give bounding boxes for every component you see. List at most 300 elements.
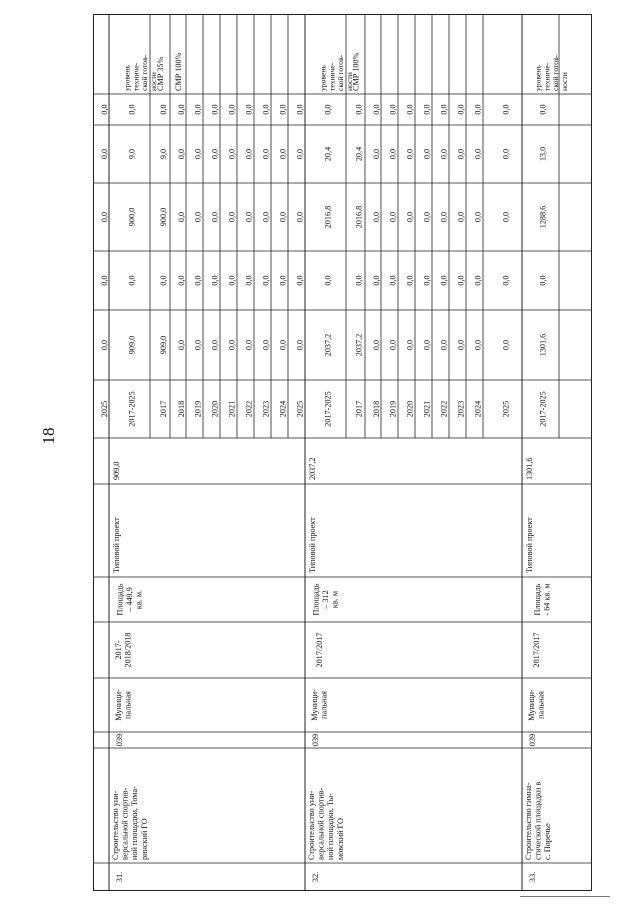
year-cell <box>278 275 287 285</box>
year-cell-text <box>295 149 304 159</box>
project-number <box>311 872 320 882</box>
text-line: 0,0 <box>158 275 168 286</box>
total-cell <box>127 208 136 226</box>
year-cell <box>244 149 253 159</box>
year-cell <box>405 212 414 222</box>
text-line: 2025 <box>501 400 511 418</box>
year-cell-text <box>422 401 431 417</box>
text-line: 0,0 <box>244 339 254 351</box>
year-cell-text <box>456 104 465 114</box>
text-line: 2025 <box>295 400 305 418</box>
year-cell <box>473 275 482 285</box>
text-line: 2037,2 <box>323 333 333 357</box>
text-line: 0,0 <box>210 275 220 286</box>
year-cell-text <box>210 104 219 114</box>
text-line: 0,0 <box>354 104 364 115</box>
year-cell-text <box>405 104 414 114</box>
smr-label <box>156 56 165 91</box>
year-cell-text <box>439 212 448 222</box>
total-cell <box>323 391 332 426</box>
year-cell-text <box>473 149 482 159</box>
top-cell-5-text <box>100 104 109 114</box>
year-cell-text <box>159 104 168 114</box>
year-cell-text <box>244 149 253 159</box>
year-cell <box>278 340 287 350</box>
year-cell <box>473 104 482 114</box>
top-cell-2-text <box>100 275 109 285</box>
year-cell <box>159 275 168 285</box>
year-cell <box>456 104 465 114</box>
text-line: 0,0 <box>422 211 432 223</box>
text-line: 0,0 <box>261 148 271 160</box>
top-cell-4-text <box>100 149 109 159</box>
total-cell <box>127 275 136 285</box>
text-line: 0,0 <box>244 104 254 115</box>
text-line: 2017/2017 <box>314 632 324 668</box>
text-line: 0,0 <box>405 104 415 115</box>
year-cell-text <box>456 149 465 159</box>
year-cell <box>227 104 236 114</box>
total-cell-text <box>538 206 547 229</box>
text-line: 0,0 <box>388 148 398 160</box>
year-cell-text <box>372 104 381 114</box>
text-line: 0,0 <box>99 275 109 286</box>
text-line: 0,0 <box>210 148 220 160</box>
text-line: СМР 35% <box>156 56 165 91</box>
text-line: 9,0 <box>158 148 168 160</box>
year-cell <box>501 275 510 285</box>
year-cell-text <box>278 149 287 159</box>
text-line: кв. м. <box>134 589 144 610</box>
text-line: 909,0 <box>112 461 121 480</box>
year-cell <box>261 401 270 417</box>
text-line: 0,0 <box>371 104 381 115</box>
year-cell-text <box>388 104 397 114</box>
year-cell-text <box>501 104 510 114</box>
smr-label-text <box>156 56 165 91</box>
text-line: 2017 <box>354 400 364 418</box>
year-cell <box>244 104 253 114</box>
text-line: 0,0 <box>176 339 186 351</box>
smr-label-text <box>174 52 183 91</box>
text-line: Муници- <box>114 689 124 721</box>
text-line: 909,0 <box>158 335 168 355</box>
year-cell-text <box>388 275 397 285</box>
year-cell <box>372 340 381 350</box>
capacity-text <box>533 583 551 615</box>
year-cell-text <box>261 104 270 114</box>
ownership <box>310 689 328 721</box>
text-line: Типовой проект <box>525 517 534 573</box>
table-border <box>94 15 592 891</box>
top-cell-1 <box>100 340 109 350</box>
text-line: 909,0 <box>127 335 137 355</box>
year-cell <box>278 401 287 417</box>
text-line: 2017 <box>158 400 168 418</box>
year-cell-text <box>473 212 482 222</box>
text-line: 0,0 <box>439 148 449 160</box>
text-line: 0,0 <box>295 339 305 351</box>
text-line: Муници- <box>527 689 537 721</box>
text-line: 900,0 <box>158 207 168 227</box>
year-cell-text <box>261 275 270 285</box>
text-line: 0,0 <box>422 339 432 351</box>
text-line: 0,0 <box>501 275 511 286</box>
year-cell-text <box>501 212 510 222</box>
text-line: 2024 <box>473 400 483 418</box>
year-cell-text <box>193 212 202 222</box>
text-line: 0,0 <box>261 339 271 351</box>
year-cell <box>372 104 381 114</box>
total-cell <box>323 147 332 161</box>
year-cell-text <box>372 275 381 285</box>
year-cell <box>227 275 236 285</box>
year-cell-text <box>159 149 168 159</box>
rotated-table <box>93 14 592 891</box>
budget-code <box>115 734 124 746</box>
year-cell <box>193 401 202 417</box>
year-cell <box>261 275 270 285</box>
budget-code-text <box>115 734 124 746</box>
year-cell-text <box>456 401 465 417</box>
text-line: ской готов- <box>336 54 346 91</box>
year-cell-text <box>295 275 304 285</box>
year-cell <box>159 104 168 114</box>
text-line: ной площадки, Тома- <box>130 786 140 860</box>
text-line: 0,0 <box>99 148 109 160</box>
year-cell <box>405 340 414 350</box>
text-line: 0,0 <box>193 211 203 223</box>
text-line: 0,0 <box>501 104 511 115</box>
year-cell <box>439 104 448 114</box>
year-cell-text <box>439 104 448 114</box>
year-cell <box>261 212 270 222</box>
year-cell-text <box>354 104 363 114</box>
text-line: 0,0 <box>405 148 415 160</box>
period-text <box>114 632 132 667</box>
year-cell <box>177 149 186 159</box>
year-cell <box>210 340 219 350</box>
budget-code-text <box>528 734 537 746</box>
text-line: 0,0 <box>538 104 548 115</box>
year-cell-text <box>261 401 270 417</box>
year-cell-text <box>422 104 431 114</box>
top-cell-5 <box>100 104 109 114</box>
year-cell <box>244 340 253 350</box>
text-line: 0,0 <box>538 275 548 286</box>
text-line: Типовой проект <box>112 517 121 573</box>
year-cell <box>193 340 202 350</box>
year-cell-text <box>372 340 381 350</box>
capacity <box>533 583 551 615</box>
budget-code-text <box>311 734 320 746</box>
total-cell <box>323 104 332 114</box>
readiness-label-text <box>123 54 158 91</box>
year-cell <box>388 212 397 222</box>
year-cell-text <box>177 275 186 285</box>
year-cell <box>422 149 431 159</box>
year-cell-text <box>473 340 482 350</box>
text-line: 0,0 <box>176 148 186 160</box>
project-name <box>524 782 552 860</box>
total-cell-text <box>127 104 136 114</box>
text-line: ности <box>559 72 569 91</box>
text-line: 0,0 <box>227 148 237 160</box>
year-cell <box>456 149 465 159</box>
text-line: 0,0 <box>422 104 432 115</box>
text-line: 0,0 <box>227 104 237 115</box>
total-cell <box>127 149 136 159</box>
year-cell <box>422 275 431 285</box>
year-cell-text <box>177 340 186 350</box>
year-cell <box>422 401 431 417</box>
capacity <box>115 583 143 615</box>
text-line: 0,0 <box>278 339 288 351</box>
year-cell-text <box>295 104 304 114</box>
year-cell <box>439 212 448 222</box>
text-line: 2021 <box>227 400 237 418</box>
total-cell <box>538 391 547 426</box>
year-cell <box>278 149 287 159</box>
text-line: ной площадки, Ты- <box>326 793 336 860</box>
project-name-text <box>524 782 552 860</box>
readiness-label-text <box>319 54 354 91</box>
smr-label <box>174 52 183 91</box>
text-line: 0,0 <box>227 339 237 351</box>
year-cell <box>372 212 381 222</box>
text-line: 2024 <box>278 400 288 418</box>
top-cell-0-text <box>100 401 109 417</box>
design-docs <box>112 517 121 573</box>
year-cell <box>473 401 482 417</box>
year-cell-text <box>473 104 482 114</box>
year-cell-text <box>193 149 202 159</box>
year-cell <box>354 275 363 285</box>
text-line: 0,0 <box>371 339 381 351</box>
year-cell-text <box>261 212 270 222</box>
year-cell-text <box>227 340 236 350</box>
text-line: 2019 <box>388 400 398 418</box>
text-line: 0,0 <box>456 339 466 351</box>
year-cell <box>405 104 414 114</box>
text-line: 0,0 <box>261 211 271 223</box>
year-cell-text <box>177 149 186 159</box>
year-cell <box>227 401 236 417</box>
text-line: 0,0 <box>501 148 511 160</box>
text-line: 0,0 <box>210 339 220 351</box>
ownership <box>114 689 132 721</box>
year-cell <box>177 212 186 222</box>
year-cell <box>405 149 414 159</box>
text-line: 1301,6 <box>525 457 534 480</box>
year-cell <box>456 212 465 222</box>
total-cell-text <box>323 206 332 229</box>
text-line: 32. <box>310 871 320 883</box>
text-line: 2025 <box>99 400 109 418</box>
text-line: 0,0 <box>158 104 168 115</box>
total-cell <box>127 336 136 354</box>
text-line: 2017-2025 <box>323 391 333 427</box>
text-line: 0,0 <box>295 104 305 115</box>
year-cell <box>159 401 168 417</box>
ownership <box>527 689 545 721</box>
year-cell-text <box>439 340 448 350</box>
total-cell-text <box>127 149 136 159</box>
text-line: 039 <box>310 733 320 747</box>
project-name <box>307 787 345 860</box>
text-line: 0,0 <box>456 211 466 223</box>
text-line: Муници- <box>310 689 320 721</box>
year-cell <box>193 212 202 222</box>
year-cell-text <box>405 340 414 350</box>
text-line: 0,0 <box>456 275 466 286</box>
year-cell-text <box>193 401 202 417</box>
ownership-text <box>310 689 328 721</box>
text-line: 0,0 <box>99 339 109 351</box>
text-line: 0,0 <box>295 275 305 286</box>
estimated-cost <box>112 462 121 480</box>
estimated-cost-text <box>308 457 317 480</box>
total-cell <box>538 275 547 285</box>
text-line: уровень <box>122 65 132 91</box>
year-cell-text <box>244 275 253 285</box>
text-line: 2023 <box>261 400 271 418</box>
text-line: техниче- <box>131 62 141 91</box>
text-line: 2023 <box>456 400 466 418</box>
text-line: 0,0 <box>501 339 511 351</box>
text-line: ской готов- <box>551 54 561 91</box>
top-cell-1-text <box>100 340 109 350</box>
text-line: 0,0 <box>456 104 466 115</box>
year-cell-text <box>193 275 202 285</box>
year-cell <box>456 340 465 350</box>
period-text <box>532 632 541 667</box>
text-line: 0,0 <box>388 339 398 351</box>
estimated-cost <box>525 457 534 480</box>
period <box>315 632 324 667</box>
top-cell-3-text <box>100 212 109 222</box>
total-cell <box>127 391 136 426</box>
year-cell-text <box>501 340 510 350</box>
total-cell-text <box>538 334 547 357</box>
total-cell-text <box>323 391 332 426</box>
ownership-text <box>114 689 132 721</box>
year-cell-text <box>456 212 465 222</box>
year-cell-text <box>354 206 363 229</box>
year-cell-text <box>422 275 431 285</box>
year-cell-text <box>439 275 448 285</box>
text-line: 0,0 <box>261 275 271 286</box>
year-cell-text <box>227 212 236 222</box>
year-cell-text <box>354 334 363 357</box>
year-cell-text <box>473 401 482 417</box>
design-docs-text <box>525 517 534 573</box>
text-line: 0,0 <box>295 148 305 160</box>
total-cell-text <box>538 391 547 426</box>
total-cell-text <box>127 275 136 285</box>
text-line: версальной спортив- <box>316 787 326 860</box>
text-line: 0,0 <box>278 104 288 115</box>
text-line: 33. <box>527 871 537 883</box>
text-line: 0,0 <box>439 275 449 286</box>
text-line: 039 <box>527 733 537 747</box>
year-cell-text <box>388 212 397 222</box>
readiness-label <box>319 54 354 91</box>
year-cell <box>422 104 431 114</box>
year-cell <box>354 206 363 229</box>
total-cell-text <box>538 104 547 114</box>
text-line: 900,0 <box>127 207 137 227</box>
year-cell-text <box>244 212 253 222</box>
text-line: 0,0 <box>176 275 186 286</box>
text-line: Типовой проект <box>308 517 317 573</box>
year-cell-text <box>501 275 510 285</box>
year-cell-text <box>159 401 168 417</box>
capacity-text <box>311 583 339 615</box>
year-cell <box>210 212 219 222</box>
text-line: 0,0 <box>473 148 483 160</box>
text-line: 0,0 <box>278 211 288 223</box>
capacity <box>311 583 339 615</box>
text-line: ности <box>148 72 158 91</box>
year-cell <box>372 149 381 159</box>
text-line: 0,0 <box>261 104 271 115</box>
year-cell <box>278 212 287 222</box>
text-line: 2017-2025 <box>538 391 548 427</box>
budget-code <box>311 734 320 746</box>
year-cell <box>261 104 270 114</box>
text-line: 2019 <box>193 400 203 418</box>
year-cell-text <box>244 401 253 417</box>
year-cell <box>354 104 363 114</box>
text-line: Площадь <box>533 583 543 616</box>
year-cell <box>193 104 202 114</box>
text-line: 0,0 <box>473 211 483 223</box>
text-line: 0,0 <box>473 339 483 351</box>
year-cell <box>388 149 397 159</box>
year-cell-text <box>261 149 270 159</box>
text-line: 0,0 <box>323 275 333 286</box>
year-cell <box>227 149 236 159</box>
year-cell <box>227 212 236 222</box>
text-line: 2021 <box>422 400 432 418</box>
year-cell-text <box>177 212 186 222</box>
year-cell <box>244 401 253 417</box>
top-cell-3 <box>100 212 109 222</box>
year-cell <box>244 275 253 285</box>
text-line: ринский ГО <box>139 818 149 860</box>
period-text <box>315 632 324 667</box>
year-cell-text <box>210 401 219 417</box>
text-line: 0,0 <box>99 104 109 115</box>
smr-label-text <box>352 52 361 91</box>
table-grid <box>93 14 592 891</box>
text-line: версальной спортив- <box>120 787 130 860</box>
text-line: Строительство уни- <box>307 790 316 860</box>
year-cell-text <box>295 401 304 417</box>
text-line: 0,0 <box>278 275 288 286</box>
total-cell-text <box>323 104 332 114</box>
year-cell <box>405 401 414 417</box>
year-cell <box>439 275 448 285</box>
text-line: – 312 <box>320 590 330 609</box>
year-cell <box>210 401 219 417</box>
year-cell <box>422 340 431 350</box>
text-line: 0,0 <box>244 211 254 223</box>
text-line: кв. м <box>330 590 340 609</box>
smr-label <box>352 52 361 91</box>
total-cell <box>538 206 547 229</box>
